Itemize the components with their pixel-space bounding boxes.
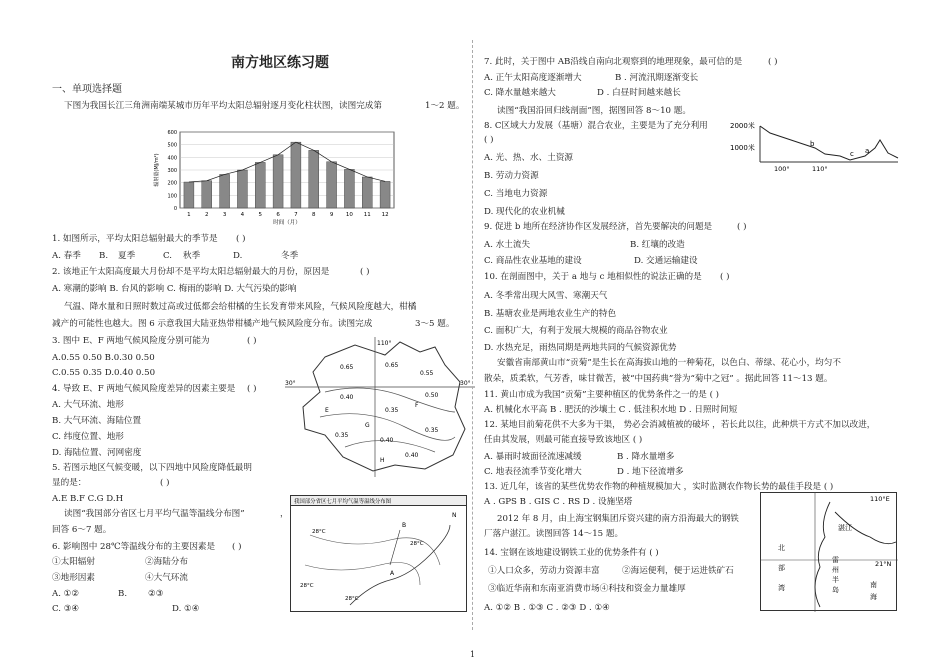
text-line-q1B2: 夏季 xyxy=(118,251,136,261)
map-label: 部 xyxy=(778,564,785,572)
y-tick-label: 500 xyxy=(167,142,177,149)
text-line-q10p: ( ) xyxy=(720,272,730,282)
map-label: 雷 xyxy=(832,556,839,564)
text-line-q13: 13. 近几年，该省的某些优势农作物的种植规模加大 ，实时监测农作物长势的最佳手段是 ( ) xyxy=(484,482,834,492)
text-line-q5: 5. 若图示地区气候变暖，以下四地中风险度降低最明 xyxy=(52,463,252,473)
text-line-q9: 9. 促进 b 地所在经济协作区发展经济，首先要解决的问题是 xyxy=(484,222,713,232)
text-line-q14o2: ②海运便利，便于运进铁矿石 xyxy=(622,566,734,576)
bar xyxy=(362,177,372,208)
temp-map-frame xyxy=(291,496,467,612)
bar xyxy=(327,162,337,208)
temp-map xyxy=(290,495,468,616)
text-line-q6p: ( ) xyxy=(232,542,242,552)
mark-c: c xyxy=(850,150,854,158)
text-line-q1: 1. 如图所示，平均太阳总辐射最大的季节是 xyxy=(52,234,218,244)
bar xyxy=(202,181,212,208)
x-tick-label: 6 xyxy=(276,212,280,218)
text-line-q6B2: ②③ xyxy=(148,589,164,599)
text-line-q11: 11. 黄山市成为我国“贡菊”主要种植区的优势条件之一的是 ( ) xyxy=(484,390,720,400)
risk-label: 0.65 xyxy=(340,364,354,371)
y-tick-label: 400 xyxy=(167,155,177,162)
text-line-q1D2: 冬季 xyxy=(281,251,299,261)
y-label-mid: 1000米 xyxy=(730,144,755,152)
text-line-q8A: A. 光、热、水、土资源 xyxy=(484,153,574,163)
text-line-intro3: 读图“我国部分省区七月平均气温等温线分布图” xyxy=(64,509,245,519)
map-label: 半 xyxy=(832,576,839,584)
x-axis-label: 时间（月） xyxy=(273,220,301,226)
north-mark: N xyxy=(452,512,457,519)
text-line-q14: 14. 宝钢在该地建设钢铁工业的优势条件有 ( ) xyxy=(484,548,659,558)
y-tick-label: 100 xyxy=(167,193,177,200)
text-line-q6A: A. ①② xyxy=(52,589,80,599)
text-line-q14opts: A. ①② B . ①③ C . ②③ D . ①④ xyxy=(484,603,610,613)
zhanjiang-map-svg xyxy=(760,492,898,612)
text-line-q6o2: ②海陆分布 xyxy=(145,557,188,567)
text-line-q2opts: A. 寒潮的影响 B. 台风的影响 C. 梅雨的影响 D. 大气污染的影响 xyxy=(52,284,297,294)
bar xyxy=(184,182,194,208)
text-line-intro5a: 安徽省南部黄山市“贡菊”是生长在高海拔山地的一种菊花，以色白、蒂绿、花心小，均匀不 xyxy=(497,358,841,368)
mark-a: a xyxy=(865,147,870,155)
text-line-q12C: C. 地表径流季节变化增大 xyxy=(484,467,582,477)
risk-label: 0.35 xyxy=(335,432,349,439)
isotherm xyxy=(305,563,420,586)
text-line-intro3c: 回答 6～7 题。 xyxy=(52,525,112,535)
place-zhanjiang: 湛江 xyxy=(838,524,852,532)
text-line-q3p: ( ) xyxy=(247,336,257,346)
map-label: 南 xyxy=(870,581,877,589)
text-line-q10A: A. 冬季常出现大风雪、寒潮天气 xyxy=(484,291,608,301)
text-line-q4C: C. 纬度位置、地形 xyxy=(52,432,124,442)
bar xyxy=(309,150,319,208)
risk-label: 0.40 xyxy=(340,394,354,401)
coastline xyxy=(350,525,450,605)
x-tick-label: 3 xyxy=(222,212,227,218)
map-label: 海 xyxy=(870,593,877,601)
text-line-q12B: B . 降水量增多 xyxy=(617,452,675,462)
isotherm-label: 28°C xyxy=(312,529,326,535)
text-line-q1C2: 秋季 xyxy=(183,251,201,261)
point-h: H xyxy=(380,457,385,464)
x-tick-label: 2 xyxy=(205,212,209,218)
text-line-q13opts: A . GPS B . GIS C . RS D . 设施坚塔 xyxy=(484,497,633,507)
text-line-q4D: D. 海陆位置、河网密度 xyxy=(52,448,142,458)
text-line-q9A: A. 水土流失 xyxy=(484,240,531,250)
risk-label: 0.50 xyxy=(425,392,439,399)
risk-label: 0.35 xyxy=(385,407,399,414)
x-label: 110° xyxy=(812,165,828,173)
trend-line xyxy=(189,142,385,182)
text-line-intro6a: 2012 年 8 月，由上海宝钢集团斥资兴建的南方沿海最大的钢铁 xyxy=(497,514,739,524)
bar xyxy=(273,155,283,208)
text-line-q9B: B. 红壤的改造 xyxy=(630,240,685,250)
text-line-q10B: B. 基塘农业是两地农业生产的特色 xyxy=(484,309,617,319)
lon-label: 110° xyxy=(377,340,392,347)
isotherm xyxy=(310,535,440,565)
text-line-q4A: A. 大气环流、地形 xyxy=(52,400,124,410)
text-line-q12D: D . 地下径流增多 xyxy=(617,467,684,477)
point-b: B xyxy=(402,522,407,529)
point-e: E xyxy=(325,407,329,414)
text-line-q12b: 任由其发展，则最可能直接导致该地区 ( ) xyxy=(484,435,643,445)
text-line-q9C: C. 商品性农业基地的建设 xyxy=(484,256,582,266)
text-line-q7D: D . 白昼时间越来越长 xyxy=(597,88,681,98)
text-line-q9D: D. 交通运输建设 xyxy=(634,256,698,266)
text-line-q4p: ( ) xyxy=(247,384,257,394)
text-line-q2: 2. 该地正午太阳高度最大月份却不是平均太阳总辐射最大的月份，原因是 xyxy=(52,267,330,277)
lat-label: 30° xyxy=(285,380,296,387)
risk-label: 0.55 xyxy=(420,370,434,377)
text-line-q5b: 显的是： xyxy=(52,478,87,488)
terrain xyxy=(760,126,898,160)
zhanjiang-map xyxy=(760,492,898,615)
risk-map-svg xyxy=(285,337,475,477)
text-line-q3: 3. 图中 E、F 两地气候风险度分别可能为 xyxy=(52,336,210,346)
y-tick-label: 300 xyxy=(167,168,177,174)
isotherm-label: 28°C xyxy=(300,583,314,589)
x-tick-label: 11 xyxy=(363,212,371,218)
isotherm-label: 28°C xyxy=(345,596,359,602)
y-tick-label: 0 xyxy=(173,206,177,212)
point-a: A xyxy=(390,570,395,577)
text-line-q7: 7. 此时，关于图中 AB沿线自南向北观察到的地理现象，最可信的是 xyxy=(484,57,743,67)
coastline xyxy=(815,502,830,607)
text-line-intro2b: 减产的可能性也越大。图 6 示意我国大陆亚热带柑橘产地气候风险度分布。读图完成 xyxy=(52,319,373,329)
text-line-q1C: C. xyxy=(163,251,173,261)
y-axis-label: 辐射量(MJ/m²) xyxy=(154,153,160,187)
text-line-q3AB: A.0.55 0.50 B.0.30 0.50 xyxy=(52,353,155,363)
y-tick-label: 600 xyxy=(167,130,177,136)
text-line-q8C: C. 当地电力资源 xyxy=(484,189,548,199)
bar xyxy=(220,174,230,208)
text-line-q7p: ( ) xyxy=(768,57,778,67)
temp-map-title: 我国部分省区七月平均气温等温线分布图 xyxy=(294,499,392,505)
bar xyxy=(380,181,390,208)
x-tick-label: 5 xyxy=(258,212,262,218)
text-line-q9p: ( ) xyxy=(737,222,747,232)
text-line-q1p: ( ) xyxy=(236,234,246,244)
text-line-q14o3: ③临近华南和东南亚消费市场④科技和资金力量雄厚 xyxy=(488,584,686,594)
text-line-intro1: 下图为我国长江三角洲南端某城市历年平均太阳总辐射逐月变化柱状图，读图完成第 xyxy=(64,101,382,111)
map-label: 岛 xyxy=(832,586,839,594)
map-label: 湾 xyxy=(778,584,785,592)
point-f: F xyxy=(415,402,419,409)
text-line-q12A: A. 暴雨时坡面径流速减缓 xyxy=(484,452,582,462)
point-g: G xyxy=(365,422,370,429)
text-line-intro4: 读图“我国沿回归线剖面”图，据图回答 8～10 题。 xyxy=(497,106,691,116)
x-tick-label: 4 xyxy=(240,212,245,218)
text-line-q10D: D. 水热充足，雨热同期是两地共同的气候资源优势 xyxy=(484,343,677,353)
text-line-q6D: D. ①④ xyxy=(172,604,200,614)
risk-label: 0.65 xyxy=(385,362,399,369)
lat-label: 21°N xyxy=(875,560,892,568)
bar-chart-svg xyxy=(150,126,398,226)
text-line-intro1b: 1～2 题。 xyxy=(425,101,465,111)
text-line-q6o1: ①太阳辐射 xyxy=(52,557,95,567)
text-line-intro5b: 散朵，质柔软，气芳香，味甘微苦，被“中国药典”誉为“菊中之冠” 。据此回答 11～13 题。 xyxy=(484,374,833,384)
text-line-q6B: B. xyxy=(118,589,128,599)
text-line-q7A: A. 正午太阳高度逐渐增大 xyxy=(484,73,582,83)
x-tick-label: 10 xyxy=(345,212,353,218)
y-label-top: 2000米 xyxy=(730,122,755,130)
text-line-q8B: B. 劳动力资源 xyxy=(484,171,539,181)
text-line-q3CD: C.0.55 0.35 D.0.40 0.50 xyxy=(52,368,156,378)
text-line-q6o3: ③地形因素 xyxy=(52,573,95,583)
map-label: 州 xyxy=(832,566,839,574)
lon-label: 110°E xyxy=(870,495,890,503)
text-line-q6C: C. ③④ xyxy=(52,604,80,614)
x-tick-label: 12 xyxy=(381,212,389,218)
text-line-q1A: A. 春季 xyxy=(52,251,81,261)
text-line-q6o4: ④大气环流 xyxy=(145,573,188,583)
temp-map-svg xyxy=(290,495,468,613)
text-line-intro2c: 3～5 题。 xyxy=(415,319,455,329)
section-heading: 一、单项选择题 xyxy=(52,84,122,95)
page-number: 1 xyxy=(470,650,476,659)
bar xyxy=(344,169,354,208)
mark-b: b xyxy=(810,140,815,148)
text-line-q5opts: A.E B.F C.G D.H xyxy=(52,494,124,504)
text-line-q8D: D. 现代化的农业机械 xyxy=(484,207,565,217)
y-tick-label: 200 xyxy=(167,180,177,187)
x-tick-label: 8 xyxy=(312,212,316,218)
text-line-q10: 10. 在剖面图中，关于 a 地与 c 地相似性的说法正确的是 xyxy=(484,272,702,282)
text-line-intro6b: 厂落户湛江。读图回答 14～15 题。 xyxy=(484,529,624,539)
bar xyxy=(255,162,265,208)
profile-svg xyxy=(730,118,900,173)
radiation-bar-chart xyxy=(150,126,398,229)
line-ab xyxy=(390,530,400,565)
bar xyxy=(237,170,247,208)
text-line-q12a: 12. 某地目前菊花供不大多为干渠， 势必会消减植被的破坏 ，若长此以往，此种烘干方式不加以改进， xyxy=(484,420,876,430)
text-line-q2p: ( ) xyxy=(360,267,370,277)
isotherm-label: 28°C xyxy=(410,541,424,547)
page-title: 南方地区练习题 xyxy=(231,55,329,71)
map-label: 北 xyxy=(778,544,785,552)
x-tick-label: 7 xyxy=(294,212,298,218)
column-divider xyxy=(472,40,473,630)
text-line-q5p: ( ) xyxy=(160,478,170,488)
text-line-q7C: C. 降水量越来越大 xyxy=(484,88,556,98)
text-line-q6: 6. 影响图中 28℃等温线分布的主要因素是 xyxy=(52,542,216,552)
bar xyxy=(291,142,301,208)
lat-label-right: 30° xyxy=(460,380,471,387)
risk-label: 0.35 xyxy=(425,427,439,434)
text-line-q8: 8. C区域大力发展（基塘）混合农业，主要是为了充分利用 xyxy=(484,121,708,131)
risk-label: 0.40 xyxy=(380,437,394,444)
x-label: 100° xyxy=(774,165,790,173)
text-line-intro2a: 气温、降水量和日照时数过高或过低都会给柑橘的生长发育带来风险，气候风险度越大，柑橘 xyxy=(64,302,417,312)
x-tick-label: 1 xyxy=(187,212,191,218)
risk-label: 0.40 xyxy=(405,452,419,459)
text-line-q14o1: ①人口众多，劳动力资源丰富 xyxy=(488,566,600,576)
text-line-q1D: D. xyxy=(233,251,243,261)
text-line-q8p: ( ) xyxy=(484,135,494,145)
text-line-q4B: B. 大气环流、海陆位置 xyxy=(52,416,142,426)
text-line-q11opts: A. 机械化水平高 B . 肥沃的沙壤土 C . 低洼积水地 D . 日照时间短 xyxy=(484,405,738,415)
text-line-q4: 4. 导致 E、F 两地气候风险度差异的因素主要是 xyxy=(52,384,236,394)
x-tick-label: 9 xyxy=(329,212,334,218)
text-line-intro3b: ， xyxy=(280,509,289,519)
risk-map xyxy=(285,337,475,480)
text-line-q10C: C. 面积广大，有利于发展大规模的商品谷物农业 xyxy=(484,326,668,336)
text-line-q1B: B. xyxy=(99,251,109,261)
text-line-q7B: B . 河流汛期逐渐变长 xyxy=(615,73,699,83)
tropic-profile xyxy=(730,118,900,176)
